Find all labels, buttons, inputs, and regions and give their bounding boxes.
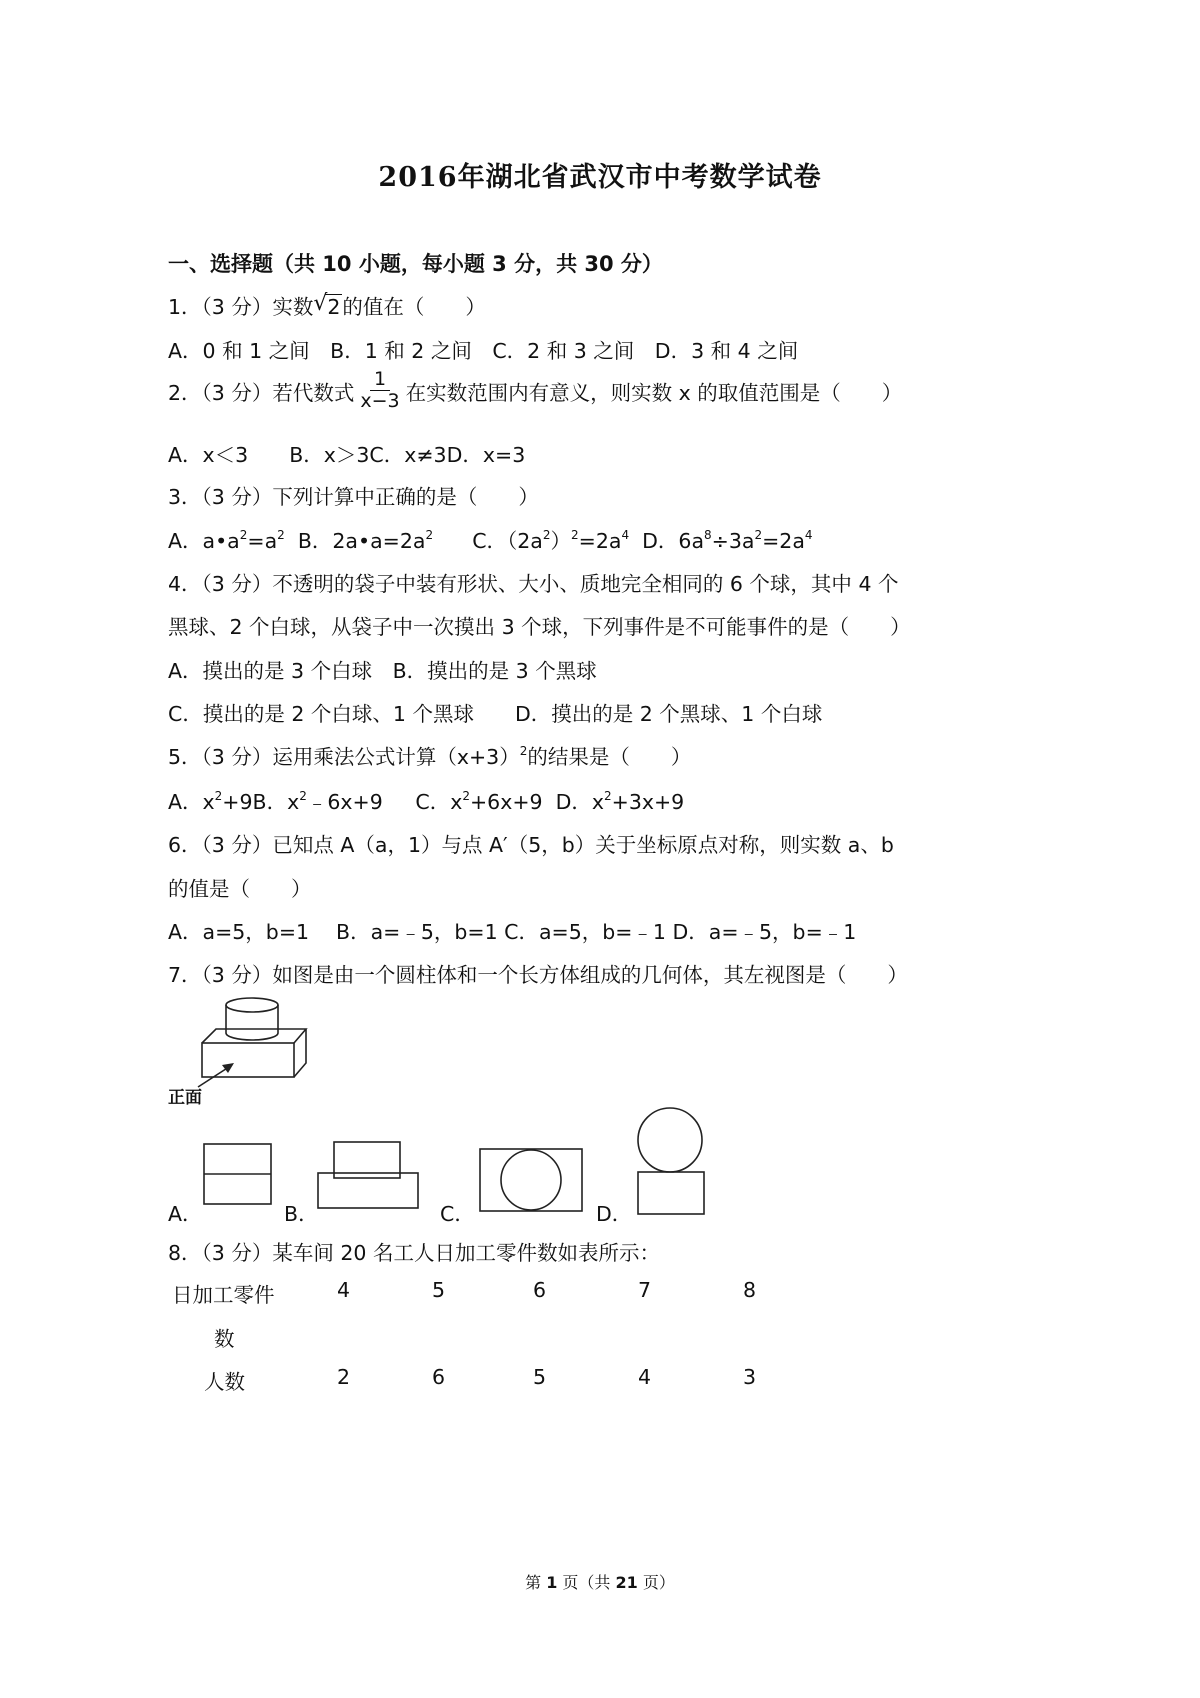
question-4-line-2: 黑球、2 个白球，从袋子中一次摸出 3 个球，下列事件是不可能事件的是（ ）: [168, 615, 911, 639]
question-2-stem: 2．（3 分）若代数式: [168, 380, 355, 405]
question-1-options: A．0 和 1 之间 B．1 和 2 之间 C．2 和 3 之间 D．3 和 4 之间: [168, 339, 799, 363]
question-2: [168, 370, 902, 412]
option-b-label: B．: [284, 1202, 319, 1226]
front-view-label: 正面: [168, 1088, 202, 1108]
question-2-options: A．x＜3 B．x＞3C．x≠3D．x=3: [168, 443, 526, 467]
option-c-figure: [476, 1145, 588, 1217]
option-d-label: D．: [596, 1202, 633, 1226]
question-5-options: A．$x^2+9B$．$x^2﹣6x+9$ C．$x^2+6x+9$ D．$x^2+3x+9$: [168, 789, 685, 814]
table-cell: 4: [638, 1365, 652, 1389]
table-header-parts-cont: 数: [214, 1327, 235, 1351]
question-4-options-2: C．摸出的是 2 个白球、1 个黑球 D．摸出的是 2 个黑球、1 个白球: [168, 702, 823, 726]
sqrt-expression: √ 2: [313, 291, 341, 319]
question-7: 7．（3 分）如图是由一个圆柱体和一个长方体组成的几何体，其左视图是（ ）: [168, 963, 908, 987]
table-cell: 4: [337, 1278, 351, 1302]
table-cell: 5: [432, 1278, 446, 1302]
question-1-stem: 1．（3 分）实数: [168, 295, 314, 319]
question-1-tail: 的值在（ ）: [342, 295, 486, 319]
question-3-options: A．$a•a^2=a^2$ B．$2a•a=2a^2$ C．$(2a^2)^2=2a^4$ D．$6a^8\div 3a^2=2a^4$: [168, 528, 813, 553]
question-6-options: A．a=5，b=1 B．a=﹣5，b=1 C．a=5，b=﹣1 D．a=﹣5，b=﹣1: [168, 920, 857, 944]
option-a-label: A．: [168, 1202, 203, 1226]
section-heading: 一、选择题（共 10 小题，每小题 3 分，共 30 分）: [168, 252, 663, 276]
option-b-figure: [314, 1138, 424, 1218]
table-cell: 6: [533, 1278, 547, 1302]
table-cell: 2: [337, 1365, 351, 1389]
table-cell: 8: [743, 1278, 757, 1302]
question-4-options-1: A．摸出的是 3 个白球 B．摸出的是 3 个黑球: [168, 659, 597, 683]
page-total: 21: [615, 1573, 638, 1592]
option-d-figure: [632, 1104, 712, 1220]
option-c-label: C．: [440, 1202, 475, 1226]
question-6-line-1: 6．（3 分）已知点 A（a，1）与点 A′（5，b）关于坐标原点对称，则实数 a、b: [168, 833, 894, 857]
page-title: 2016年湖北省武汉市中考数学试卷: [378, 162, 822, 193]
question-4-line-1: 4．（3 分）不透明的袋子中装有形状、大小、质地完全相同的 6 个球，其中 4 个: [168, 572, 899, 596]
page-number: 1: [546, 1573, 558, 1592]
question-2-tail: 在实数范围内有意义，则实数 x 的取值范围是（ ）: [405, 380, 903, 405]
question-5: 5．（3 分）运用乘法公式计算$(x+3)^2$的结果是（ ）: [168, 744, 692, 769]
question-3: 3．（3 分）下列计算中正确的是（ ）: [168, 485, 539, 509]
table-cell: 6: [432, 1365, 446, 1389]
table-header-people: 人数: [204, 1370, 245, 1394]
question-1: [168, 290, 486, 320]
table-cell: 7: [638, 1278, 652, 1302]
question-8: 8．（3 分）某车间 20 名工人日加工零件数如表所示：: [168, 1241, 660, 1265]
table-cell: 5: [533, 1365, 547, 1389]
fraction-expression: $\frac{1}{x-3}$: [360, 368, 400, 412]
table-cell: 3: [743, 1365, 757, 1389]
question-6-line-2: 的值是（ ）: [168, 877, 312, 901]
option-a-figure: [200, 1140, 276, 1210]
table-header-parts: 日加工零件: [172, 1283, 275, 1307]
page-footer: 第 1 页（共 21 页）: [525, 1573, 675, 1592]
